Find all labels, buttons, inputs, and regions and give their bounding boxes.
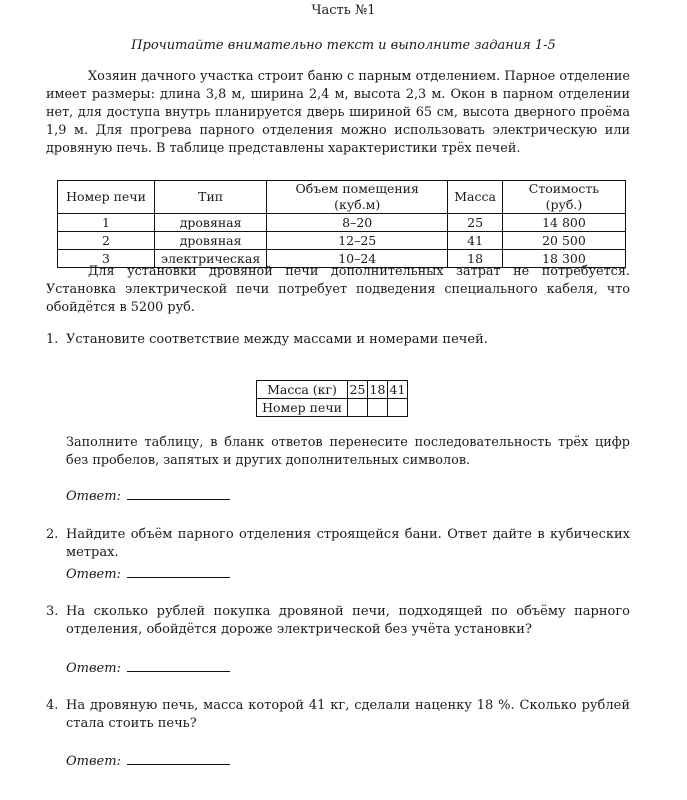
task-number: 2. xyxy=(46,527,59,542)
table-row xyxy=(58,214,626,232)
col-header-mass: Масса xyxy=(448,181,503,214)
answer-label: Ответ: xyxy=(66,754,121,769)
answer-line[interactable] xyxy=(127,659,230,672)
task-2 xyxy=(46,526,630,562)
answer-line[interactable] xyxy=(127,565,230,578)
answer-label: Ответ: xyxy=(66,567,121,582)
mass-row xyxy=(257,381,408,399)
task-number: 1. xyxy=(46,332,59,347)
cell-type: дровяная xyxy=(155,214,267,232)
table-row xyxy=(58,232,626,250)
answer-label: Ответ: xyxy=(66,489,121,504)
cell-number: 1 xyxy=(58,214,155,232)
mass-value: 41 xyxy=(388,381,408,399)
task-text: Найдите объём парного отделения строящейся бани. Ответ дайте в кубических метрах. xyxy=(66,527,630,560)
answer-label: Ответ: xyxy=(66,661,121,676)
cell-volume: 8–20 xyxy=(267,214,448,232)
col-header-type: Тип xyxy=(155,181,267,214)
intro-paragraph: Хозяин дачного участка строит баню с парным отделением. Парное отделение имеет размеры: длина 3,8 м, ширина 2,4 м, высота 2,3 м. Окон в парном отделении нет, для доступа внутрь планируется дверь шириной 65 см, высота дверного проёма 1,9 м. Для прогрева парного отделения можно использовать электрическую или дровяную печь. В таблице представлены характеристики трёх печей. xyxy=(46,69,630,156)
task-number: 4. xyxy=(46,698,59,713)
col-header-cost: Стоимость (руб.) xyxy=(502,181,625,214)
task-4 xyxy=(46,697,630,733)
stove-number-row xyxy=(257,399,408,417)
cell-volume: 12–25 xyxy=(267,232,448,250)
cell-volume: 10–24 xyxy=(267,250,448,268)
stoves-table-header-row xyxy=(58,181,626,214)
col-header-number: Номер печи xyxy=(58,181,155,214)
page-title: Часть №1 xyxy=(311,3,376,18)
stove-number-cell[interactable] xyxy=(368,399,388,417)
task-3 xyxy=(46,603,630,639)
cell-type: электрическая xyxy=(155,250,267,268)
answer-3 xyxy=(66,659,230,678)
answer-4 xyxy=(66,752,230,771)
cell-cost: 20 500 xyxy=(502,232,625,250)
answer-2 xyxy=(66,565,230,584)
task-1 xyxy=(46,331,630,349)
cell-cost: 18 300 xyxy=(502,250,625,268)
mass-value: 18 xyxy=(368,381,388,399)
mass-value: 25 xyxy=(348,381,368,399)
cell-number: 3 xyxy=(58,250,155,268)
stove-number-cell[interactable] xyxy=(388,399,408,417)
mass-row-label: Масса (кг) xyxy=(257,381,348,399)
answer-line[interactable] xyxy=(127,487,230,500)
note-paragraph: Для установки дровяной печи дополнительных затрат не потребуется. Установка электрической печи потребует подведения специального кабеля, что обойдётся в 5200 руб. xyxy=(46,264,630,315)
col-header-volume: Объем помещения (куб.м) xyxy=(267,181,448,214)
cell-cost: 14 800 xyxy=(502,214,625,232)
stoves-table xyxy=(57,180,626,268)
stove-number-row-label: Номер печи xyxy=(257,399,348,417)
fill-instruction: Заполните таблицу, в бланк ответов перенесите последовательность трёх цифр без пробелов, запятых и других дополнительных символов. xyxy=(66,435,630,468)
instruction-subtitle: Прочитайте внимательно текст и выполните задания 1-5 xyxy=(131,38,556,53)
cell-type: дровяная xyxy=(155,232,267,250)
cell-number: 2 xyxy=(58,232,155,250)
answer-line[interactable] xyxy=(127,752,230,765)
stove-number-cell[interactable] xyxy=(348,399,368,417)
task-text: На сколько рублей покупка дровяной печи, подходящей по объёму парного отделения, обойдётся дороже электрической без учёта установки? xyxy=(66,604,630,637)
task-number: 3. xyxy=(46,604,59,619)
cell-mass: 18 xyxy=(448,250,503,268)
cell-mass: 41 xyxy=(448,232,503,250)
task-text: На дровяную печь, масса которой 41 кг, сделали наценку 18 %. Сколько рублей стала стоить печь? xyxy=(66,698,630,731)
cell-mass: 25 xyxy=(448,214,503,232)
answer-1 xyxy=(66,487,230,506)
mass-match-table xyxy=(256,380,408,417)
task-text: Установите соответствие между массами и номерами печей. xyxy=(66,332,488,347)
